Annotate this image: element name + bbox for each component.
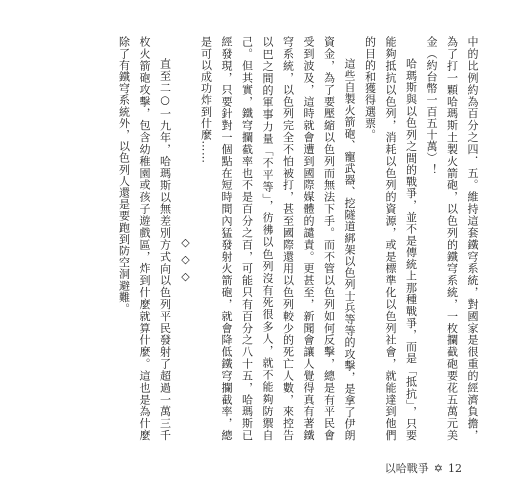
paragraph: 中的比例約為百分之四．五。維持這套鐵穹系統，對國家是很重的經濟負擔，為了打一顆哈瑪斯土製火箭砲，以色列的鐵穹系統，一枚攔截砲要花五萬元美金（約台幣一百五十萬）！ bbox=[425, 36, 479, 441]
page-number: 12 bbox=[448, 461, 462, 475]
paragraph: 這些自製火箭砲、寵武器、挖隧道綁架以色列士兵等等的攻擊，是拿了伊朗資金，為了要壓縮以色列而無法下手。而不管以色列如何反擊，總是有平民會受到波及，這時就會遭到國際媒體的譴責。更甚至，新聞會讓人覺得真有著鐵穹系統，以色列完全不怕被打，甚至國際還用以色列較少的死亡人數，來控告以巴之間的軍事力量「不平等」，彷彿以色列沒有死很多人，就不能夠防禦自己。但其實，鐵穹攔截率也不是百分之百，可能只有百分之八十五，哈瑪斯已經發現，只要針對一個點在短時間內猛發射火箭砲，就會降低鐵穹攔截率，總是可以成功炸到什麼…… bbox=[199, 36, 356, 441]
page-footer bbox=[385, 460, 462, 476]
star-of-david-icon: ✡ bbox=[433, 461, 443, 475]
book-title: 以哈戰爭 bbox=[384, 462, 429, 475]
paragraph: 哈瑪斯與以色列之間的戰爭，並不是傳統上那種戰爭，而是「抵抗」，只要能夠抵抗以色列，消耗以色列的資源，或是標準化以色列社會，就能達到他們的目的和獲得選票。 bbox=[363, 36, 418, 441]
body-text bbox=[32, 36, 482, 441]
section-divider: ◇◇◇ bbox=[179, 236, 192, 287]
paragraph: 直至二○一九年，哈瑪斯以無差別方式向以色列平民發射了超過一萬三千枚火箭砲攻擊，包含幼稚園或孩子遊戲區，炸到什麼就算什麼。這也是為什麼除了有鐵穹系統外，以色列人還是要跑到防空洞避難。 bbox=[117, 36, 172, 441]
